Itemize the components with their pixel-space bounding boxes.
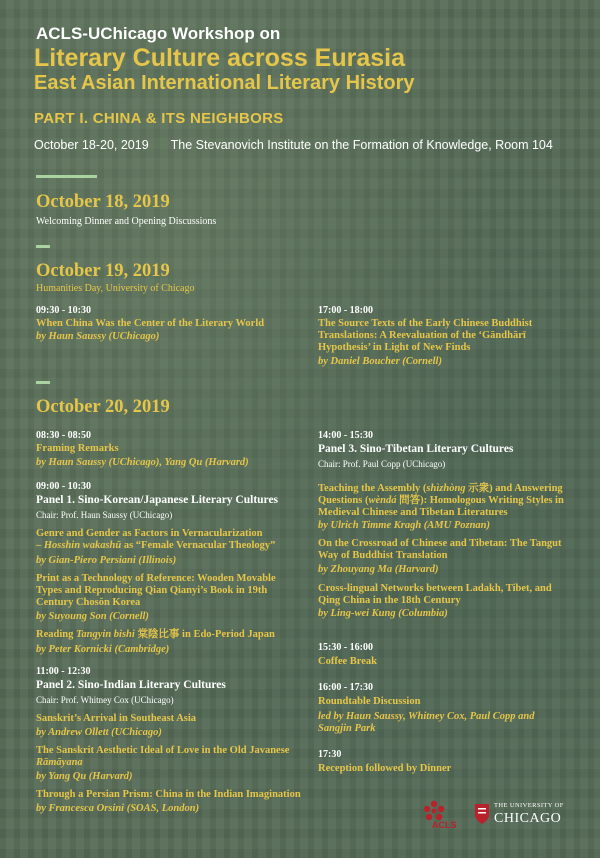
session-time: 08:30 - 08:50 — [36, 430, 91, 441]
panel-chair: Chair: Prof. Haun Saussy (UChicago) — [36, 510, 173, 520]
session-time: 17:00 - 18:00 — [318, 305, 373, 316]
talk-title-line: Translations: A Reevaluation of the ‘Gāndhārī — [318, 330, 526, 341]
talk-speaker: by Gian-Piero Persiani (Illinois) — [36, 555, 177, 566]
date-venue-line — [34, 138, 553, 152]
talk-speaker: by Haun Saussy (UChicago), Yang Qu (Harvard) — [36, 457, 249, 468]
talk-speaker: by Peter Kornicki (Cambridge) — [36, 644, 170, 655]
section-divider — [36, 245, 50, 248]
day2-title: October 19, 2019 — [36, 261, 170, 281]
text-part-italic: Rāmāyana — [36, 757, 83, 768]
workshop-title: Literary Culture across Eurasia — [34, 44, 405, 72]
talk-title-line: On the Crossroad of Chinese and Tibetan: The Tangut — [318, 538, 562, 549]
session-time: 17:30 — [318, 749, 342, 760]
talk-speaker: by Ling-wei Kung (Columbia) — [318, 608, 448, 619]
text-part: 示衆) and Answering — [465, 483, 563, 494]
talk-speaker: by Suyoung Son (Cornell) — [36, 611, 149, 622]
session-label: Reception followed by Dinner — [318, 763, 452, 774]
part-title: PART I. CHINA & ITS NEIGHBORS — [34, 110, 284, 127]
acls-wordmark: ACLS — [432, 820, 457, 830]
talk-title-line: Genre and Gender as Factors in Vernacularization — [36, 528, 263, 539]
session-leaders-line: Sangjin Park — [318, 723, 376, 734]
talk-title-line — [36, 757, 83, 769]
talk-speaker: by Haun Saussy (UChicago) — [36, 331, 160, 342]
talk-title-line — [36, 540, 275, 552]
panel-chair: Chair: Prof. Whitney Cox (UChicago) — [36, 695, 174, 705]
talk-speaker: by Zhouyang Ma (Harvard) — [318, 564, 439, 575]
text-part: 問答): Homologous Writing Styles in — [396, 495, 564, 506]
day1-subtitle: Welcoming Dinner and Opening Discussions — [36, 216, 217, 227]
text-part-italic: wèndá — [368, 495, 397, 506]
panel-title: Panel 1. Sino-Korean/Japanese Literary Cultures — [36, 494, 279, 506]
talk-title-line — [318, 483, 563, 495]
text-part: – — [36, 540, 44, 551]
text-part: Reading — [36, 629, 76, 640]
talk-title-line — [36, 629, 275, 641]
session-time: 09:00 - 10:30 — [36, 481, 91, 492]
talk-title-line: Way of Buddhist Translation — [318, 550, 448, 561]
workshop-heading: ACLS-UChicago Workshop on — [36, 24, 281, 43]
talk-speaker: by Ulrich Timme Kragh (AMU Poznan) — [318, 520, 490, 531]
talk-title-line: Century Chosŏn Korea — [36, 597, 141, 608]
talk-title-line: Print as a Technology of Reference: Wooden Movable — [36, 573, 276, 584]
session-leaders-line: led by Haun Saussy, Whitney Cox, Paul Copp and — [318, 711, 535, 722]
text-part: as “Female Vernacular Theology” — [121, 540, 276, 551]
text-part-italic: shìzhòng — [426, 483, 466, 494]
talk-title-line: Types and Reproducing Qian Qianyi’s Book in 19th — [36, 585, 268, 596]
session-time: 16:00 - 17:30 — [318, 682, 373, 693]
talk-title-line: Medieval Chinese and Tibetan Literatures — [318, 507, 508, 518]
talk-speaker: by Andrew Ollett (UChicago) — [36, 727, 162, 738]
day1-title: October 18, 2019 — [36, 192, 170, 212]
talk-title: When China Was the Center of the Literary World — [36, 318, 265, 329]
text-part-italic: Hosshin wakashū — [43, 540, 122, 551]
session-time: 14:00 - 15:30 — [318, 430, 373, 441]
uchicago-shield-icon — [474, 803, 490, 825]
talk-title-line: Qing China in the 18th Century — [318, 595, 461, 606]
uchicago-wordmark: CHICAGO — [494, 811, 562, 826]
session-time: 09:30 - 10:30 — [36, 305, 91, 316]
day3-title: October 20, 2019 — [36, 397, 170, 417]
session-time: 11:00 - 12:30 — [36, 666, 91, 677]
acls-logo — [418, 798, 460, 834]
panel-chair: Chair: Prof. Paul Copp (UChicago) — [318, 459, 446, 469]
text-part: 棠陰比事 in Edo-Period Japan — [134, 629, 275, 640]
talk-title-line: The Source Texts of the Early Chinese Buddhist — [318, 318, 533, 329]
talk-title-line: Cross-lingual Networks between Ladakh, Tibet, and — [318, 583, 552, 594]
session-time: 15:30 - 16:00 — [318, 642, 373, 653]
workshop-dates: October 18-20, 2019 — [34, 138, 149, 152]
talk-title: Sanskrit’s Arrival in Southeast Asia — [36, 713, 197, 724]
talk-title-line: Hypothesis’ in Light of New Finds — [318, 342, 471, 353]
talk-title: Through a Persian Prism: China in the Indian Imagination — [36, 789, 301, 800]
panel-title: Panel 3. Sino-Tibetan Literary Cultures — [318, 443, 514, 455]
text-part-italic: Tangyin bishi — [75, 629, 135, 640]
section-divider — [36, 381, 50, 384]
talk-title-line: The Sanskrit Aesthetic Ideal of Love in the Old Javanese — [36, 745, 290, 756]
uchicago-wordmark-top: THE UNIVERSITY OF — [494, 802, 564, 809]
talk-title: Framing Remarks — [36, 443, 119, 454]
text-part: Teaching the Assembly ( — [318, 483, 427, 494]
talk-speaker: by Yang Qu (Harvard) — [36, 771, 133, 782]
talk-title-line — [318, 495, 564, 507]
session-label: Coffee Break — [318, 656, 377, 667]
text-part: Questions ( — [318, 495, 369, 506]
panel-title: Panel 2. Sino-Indian Literary Cultures — [36, 679, 226, 691]
talk-speaker: by Daniel Boucher (Cornell) — [318, 356, 442, 367]
day2-subtitle: Humanities Day, University of Chicago — [36, 283, 195, 294]
section-divider — [36, 175, 97, 178]
session-label: Roundtable Discussion — [318, 696, 421, 707]
workshop-venue: The Stevanovich Institute on the Formation of Knowledge, Room 104 — [170, 138, 553, 152]
talk-speaker: by Francesca Orsini (SOAS, London) — [36, 803, 200, 814]
workshop-subtitle: East Asian International Literary History — [34, 72, 415, 94]
uchicago-logo — [474, 801, 570, 831]
